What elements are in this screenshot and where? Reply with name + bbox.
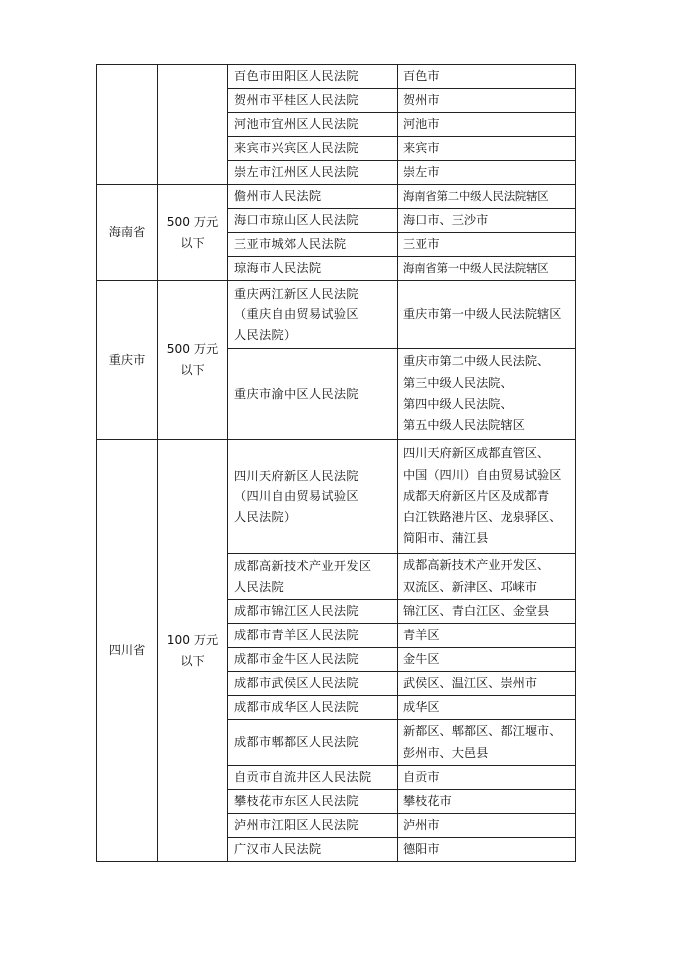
jurisdiction [398,349,576,440]
jurisdiction [398,720,576,766]
jurisdiction: 三亚市 [398,233,576,257]
jurisdiction-line: 成都天府新区片区及成都青 [403,488,550,503]
jurisdiction: 攀枝花市 [398,790,576,814]
province-cell: 四川省 [97,440,158,862]
amount-line: 以下 [180,235,205,250]
court-name: 海口市琼山区人民法院 [228,209,398,233]
court-line: 重庆两江新区人民法院 [234,286,359,301]
court-name: 贺州市平桂区人民法院 [228,89,398,113]
jurisdiction-line: 成都高新技术产业开发区、 [403,558,550,573]
amount-line: 100 万元 [166,632,219,647]
amount-line: 以下 [180,653,205,668]
amount-line: 500 万元 [166,342,219,356]
court-name: 河池市宜州区人民法院 [228,113,398,137]
court-name [228,440,398,554]
jurisdiction: 锦江区、青白江区、金堂县 [398,600,576,624]
province-cell: 海南省 [97,185,158,281]
jurisdiction: 海南省第二中级人民法院辖区 [398,185,576,209]
court-line: （重庆自由贸易试验区 [234,307,359,322]
amount-cell-empty [158,65,228,185]
court-name [228,554,398,600]
court-name: 成都市郫都区人民法院 [228,720,398,766]
jurisdiction-line: 简阳市、蒲江县 [403,531,489,546]
province-cell-empty [97,65,158,185]
jurisdiction-line: 彭州市、大邑县 [403,745,489,760]
jurisdiction [398,554,576,600]
court-line: 人民法院） [234,327,297,342]
court-name: 来宾市兴宾区人民法院 [228,137,398,161]
jurisdiction-line: 新都区、郫都区、都江堰市、 [403,724,562,739]
court-jurisdiction-table [96,64,576,862]
table-row [97,281,576,349]
jurisdiction-line: 中国（四川）自由贸易试验区 [403,467,562,482]
court-name: 广汉市人民法院 [228,838,398,862]
court-name: 成都市青羊区人民法院 [228,624,398,648]
amount-cell [158,185,228,281]
court-line: 四川天府新区人民法院 [234,468,359,483]
court-name: 泸州市江阳区人民法院 [228,814,398,838]
jurisdiction-line: 四川天府新区成都直管区、 [403,446,550,461]
jurisdiction: 成华区 [398,696,576,720]
jurisdiction: 百色市 [398,65,576,89]
court-name: 成都市金牛区人民法院 [228,648,398,672]
table-row [97,65,576,89]
jurisdiction: 青羊区 [398,624,576,648]
jurisdiction: 武侯区、温江区、崇州市 [398,672,576,696]
jurisdiction: 重庆市第一中级人民法院辖区 [398,281,576,349]
amount-line: 500 万元 [166,214,219,229]
jurisdiction [398,440,576,554]
jurisdiction: 海口市、三沙市 [398,209,576,233]
jurisdiction-line: 第四中级人民法院、 [403,397,513,411]
court-name: 攀枝花市东区人民法院 [228,790,398,814]
province-cell: 重庆市 [97,281,158,440]
court-name: 成都市锦江区人民法院 [228,600,398,624]
jurisdiction-line: 第五中级人民法院辖区 [403,418,525,433]
court-name: 百色市田阳区人民法院 [228,65,398,89]
amount-cell [158,440,228,862]
court-name: 儋州市人民法院 [228,185,398,209]
jurisdiction: 河池市 [398,113,576,137]
jurisdiction: 贺州市 [398,89,576,113]
jurisdiction: 崇左市 [398,161,576,185]
jurisdiction-line: 白江铁路港片区、龙泉驿区、 [403,510,562,525]
amount-line: 以下 [180,363,205,377]
jurisdiction: 金牛区 [398,648,576,672]
court-name: 成都市成华区人民法院 [228,696,398,720]
court-name: 崇左市江州区人民法院 [228,161,398,185]
court-name: 三亚市城郊人民法院 [228,233,398,257]
table-row [97,185,576,209]
court-line: 人民法院） [234,509,297,524]
court-name: 成都市武侯区人民法院 [228,672,398,696]
court-name: 琼海市人民法院 [228,257,398,281]
jurisdiction: 泸州市 [398,814,576,838]
jurisdiction-line: 第三中级人民法院、 [403,375,513,390]
jurisdiction: 海南省第一中级人民法院辖区 [398,257,576,281]
jurisdiction: 自贡市 [398,766,576,790]
court-name: 自贡市自流井区人民法院 [228,766,398,790]
amount-cell [158,281,228,440]
jurisdiction-line: 双流区、新津区、邛崃市 [403,579,538,594]
table-row [97,440,576,554]
court-line: （四川自由贸易试验区 [234,489,359,504]
court-line: 人民法院 [234,579,284,594]
court-line: 成都高新技术产业开发区 [234,559,372,573]
jurisdiction: 德阳市 [398,838,576,862]
court-name: 重庆市渝中区人民法院 [228,349,398,440]
jurisdiction: 来宾市 [398,137,576,161]
jurisdiction-line: 重庆市第二中级人民法院、 [403,354,550,369]
court-name [228,281,398,349]
